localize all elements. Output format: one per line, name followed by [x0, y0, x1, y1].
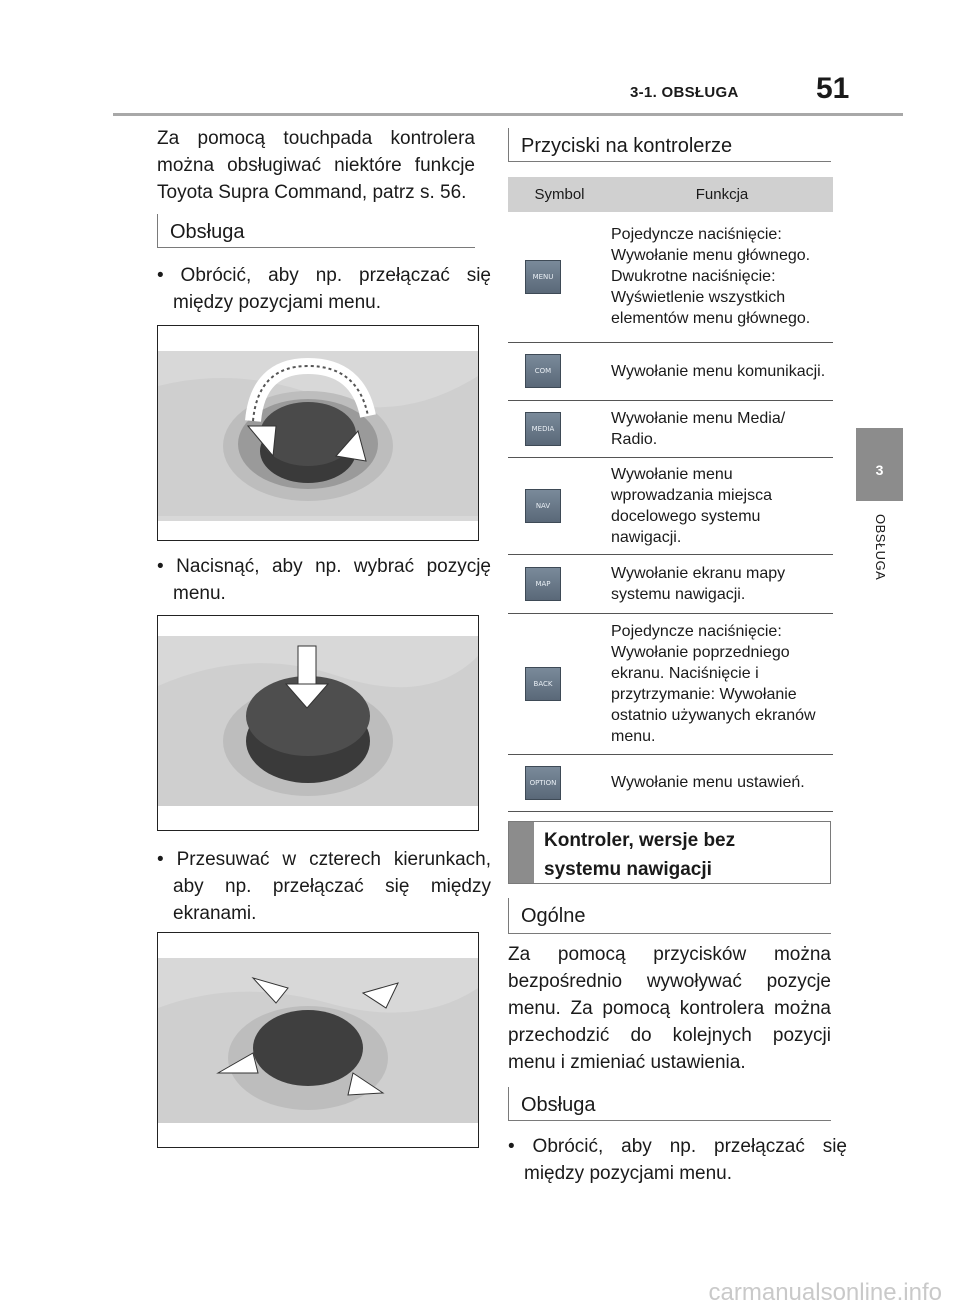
general-paragraph: Za pomocą przycisków można bezpośrednio wywoływać pozycje menu. Za pomocą kontrolera można przechodzić do kolejnych pozycji menu i zmieniać ustawienia. [508, 944, 831, 1073]
row-text: Pojedyncze naciśnięcie: Wywołanie menu głównego. Dwukrotne naciśnięcie: Wyświetlenie wszystkich elementów menu głównego. [611, 212, 833, 342]
table-row [508, 342, 833, 400]
bullet-rotate-2: • Obrócić, aby np. przełączać się między pozycjami menu. [508, 1136, 847, 1184]
row-text: Wywołanie menu Media/ Radio. [611, 400, 833, 457]
intro-paragraph: Za pomocą touchpada kontrolera można obsługiwać niektóre funkcje Toyota Supra Command, patrz s. 56. [157, 128, 475, 203]
media-button-icon: MEDIA [525, 412, 561, 446]
nav-button-icon: NAV [525, 489, 561, 523]
menu-button-icon: MENU [525, 260, 561, 294]
option-button-icon: OPTION [525, 766, 561, 800]
map-button-icon: MAP [525, 567, 561, 601]
section-heading: Kontroler, wersje bez systemu nawigacji [544, 830, 736, 880]
bullet-press: • Nacisnąć, aby np. wybrać pozycję menu. [157, 556, 491, 604]
image-rotate-controller [157, 325, 479, 541]
bullet-rotate: • Obrócić, aby np. przełączać się między pozycjami menu. [157, 265, 491, 313]
header-symbol: Symbol [508, 177, 611, 212]
image-press-controller [157, 615, 479, 831]
table-row [508, 400, 833, 457]
symbol-table [508, 177, 833, 812]
section-heading-box [508, 821, 831, 884]
row-text: Wywołanie ekranu mapy systemu nawigacji. [611, 554, 833, 613]
subheading-general: Ogólne [508, 898, 831, 934]
table-row [508, 457, 833, 554]
image-move-controller [157, 932, 479, 1148]
table-row [508, 554, 833, 613]
chapter-number: 3 [875, 462, 884, 478]
subheading-buttons: Przyciski na kontrolerze [508, 128, 831, 162]
subheading-obsluga: Obsługa [157, 214, 475, 248]
heading-bar [509, 822, 534, 883]
watermark: carmanualsonline.info [708, 1279, 942, 1306]
com-button-icon: COM [525, 354, 561, 388]
table-row [508, 754, 833, 811]
header-divider [113, 113, 903, 116]
page-number: 51 [816, 72, 850, 105]
subheading-operation: Obsługa [508, 1087, 831, 1121]
row-text: Wywołanie menu komunikacji. [611, 342, 833, 400]
back-button-icon: BACK [525, 667, 561, 701]
table-row [508, 212, 833, 342]
table-header-row [508, 177, 833, 212]
section-title: 3-1. OBSŁUGA [630, 84, 739, 101]
bullet-move: • Przesuwać w czterech kierunkach, aby np. przełączać się między ekranami. [157, 849, 491, 924]
chapter-label: OBSŁUGA [873, 514, 888, 581]
row-text: Wywołanie menu ustawień. [611, 754, 833, 811]
header-function: Funkcja [611, 177, 833, 212]
table-row [508, 613, 833, 754]
row-text: Pojedyncze naciśnięcie: Wywołanie poprzedniego ekranu. Naciśnięcie i przytrzymanie: Wywołanie ostatnio używanych ekranów menu. [611, 613, 833, 754]
row-text: Wywołanie menu wprowadzania miejsca docelowego systemu nawigacji. [611, 457, 833, 554]
